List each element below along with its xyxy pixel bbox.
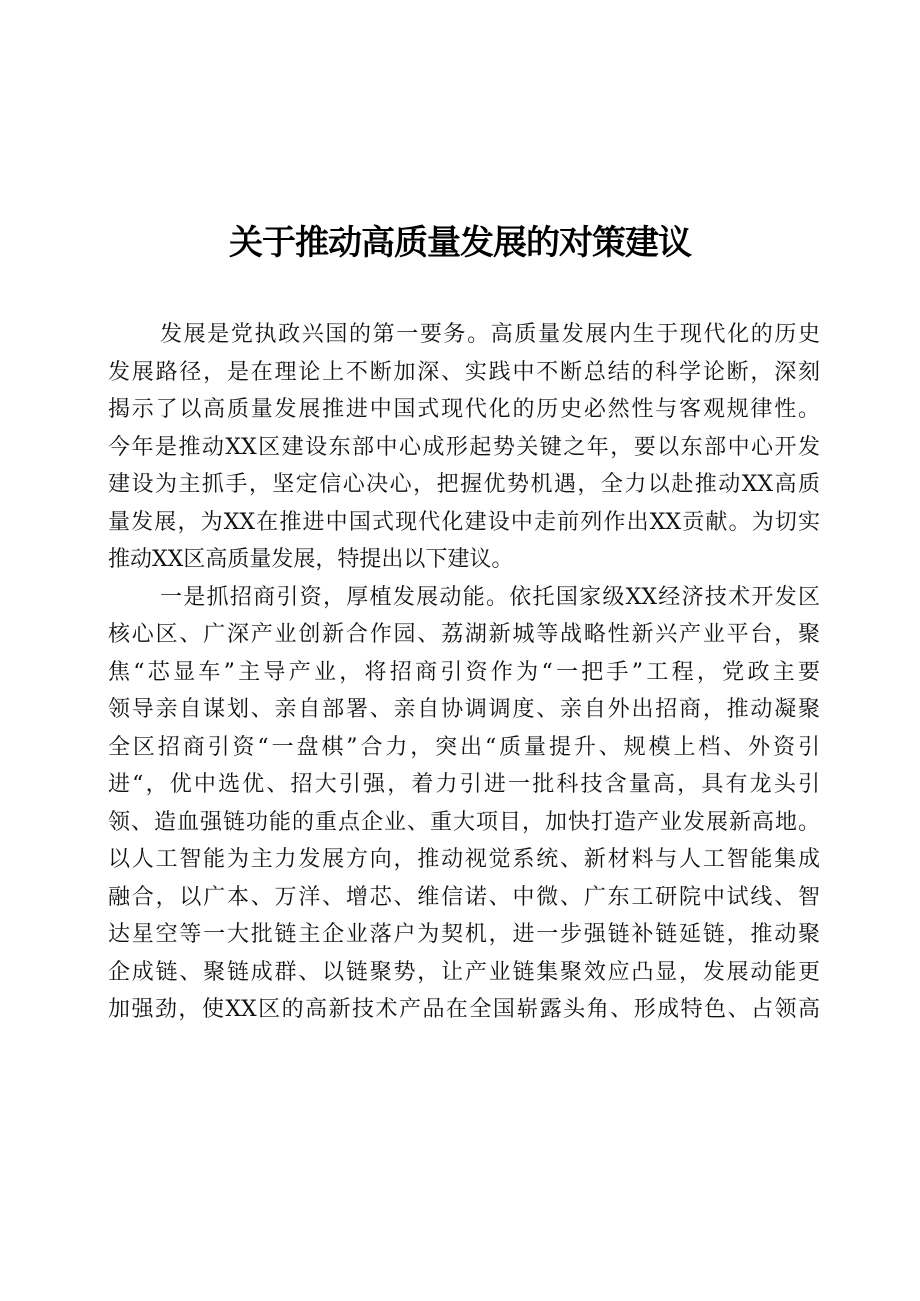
- paragraph-line: 发展路径，是在理论上不断加深、实践中不断总结的科学论断，深刻: [108, 359, 820, 385]
- paragraph-line: 一是抓招商引资，厚植发展动能。依托国家级XX经济技术开发区: [160, 584, 820, 610]
- paragraph-line: 揭示了以高质量发展推进中国式现代化的历史必然性与客观规律性。: [108, 397, 820, 422]
- paragraph-line: 发展是党执政兴国的第一要务。高质量发展内生于现代化的历史: [160, 322, 820, 347]
- paragraph-line: 领、造血强链功能的重点企业、重大项目，加快打造产业发展新高地。: [108, 809, 820, 835]
- paragraph-line: 达星空等一大批链主企业落户为契机，进一步强链补链延链，推动聚: [108, 922, 820, 947]
- paragraph-2: [108, 579, 820, 1029]
- paragraph-line: 全区招商引资“一盘棋”合力，突出“质量提升、规模上档、外资引: [108, 734, 820, 760]
- paragraph-line: 加强劲，使XX区的高新技术产品在全国崭露头角、形成特色、占领高: [108, 997, 820, 1022]
- paragraph-line: 以人工智能为主力发展方向，推动视觉系统、新材料与人工智能集成: [108, 847, 820, 872]
- paragraph-line: 企成链、聚链成群、以链聚势，让产业链集聚效应凸显，发展动能更: [108, 959, 820, 985]
- paragraph-line: 核心区、广深产业创新合作园、荔湖新城等战略性新兴产业平台，聚: [108, 622, 820, 647]
- paragraph-line: 量发展，为XX在推进中国式现代化建设中走前列作出XX贡献。为切实: [108, 509, 820, 535]
- paragraph-1: [108, 316, 820, 579]
- paragraph-line: 焦“芯显车”主导产业，将招商引资作为“一把手”工程，党政主要: [108, 659, 820, 685]
- paragraph-line: 融合，以广本、万洋、增芯、维信诺、中微、广东工研院中试线、智: [108, 884, 820, 910]
- paragraph-line: 建设为主抓手，坚定信心决心，把握优势机遇，全力以赴推动XX高质: [108, 472, 820, 497]
- paragraph-line: 推动XX区高质量发展，特提出以下建议。: [108, 547, 514, 572]
- document-body: [108, 316, 820, 1029]
- paragraph-line: 领导亲自谋划、亲自部署、亲自协调调度、亲自外出招商，推动凝聚: [108, 697, 820, 722]
- document-title: 关于推动高质量发展的对策建议: [229, 223, 691, 263]
- paragraph-line: 进“，优中选优、招大引强，着力引进一批科技含量高，具有龙头引: [108, 772, 820, 797]
- paragraph-line: 今年是推动XX区建设东部中心成形起势关键之年，要以东部中心开发: [108, 434, 820, 460]
